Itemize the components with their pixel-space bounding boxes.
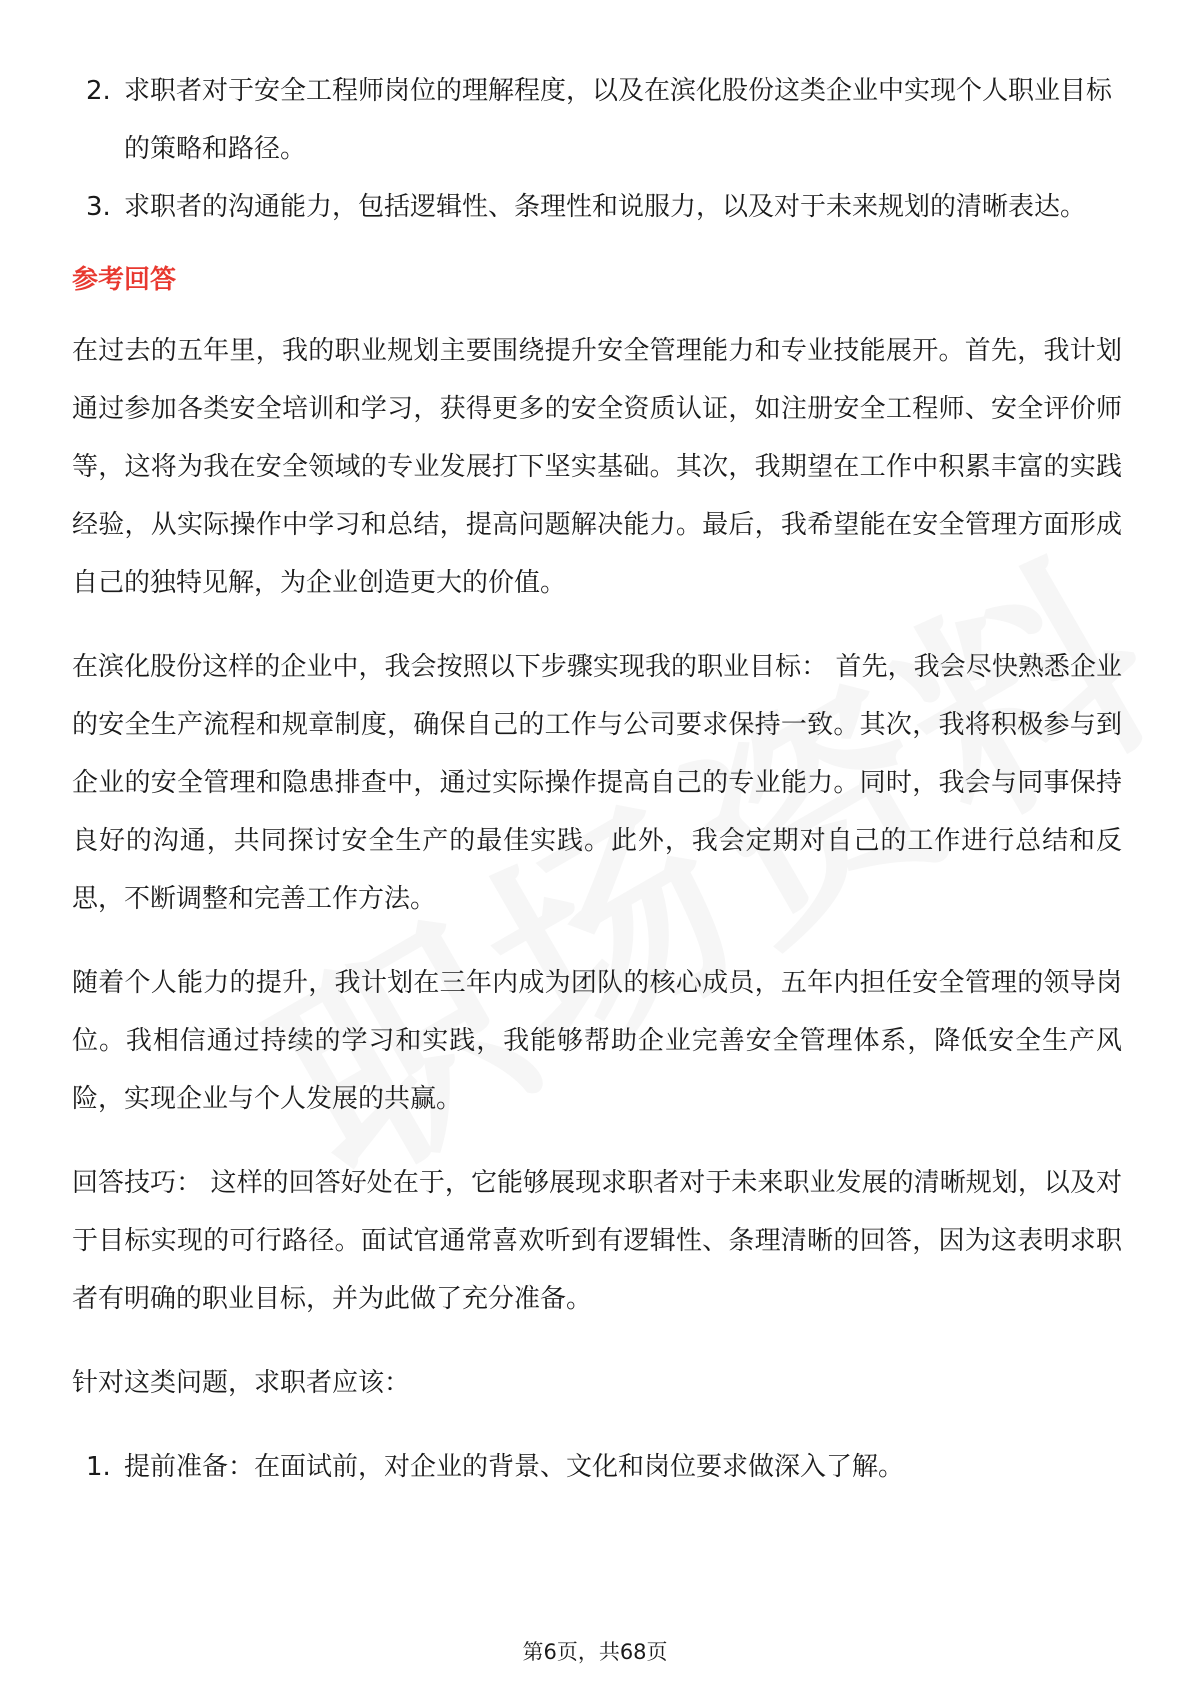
list-number: 2. [86,76,111,106]
paragraph: 针对这类问题，求职者应该： [72,1368,411,1398]
paragraph: 在过去的五年里，我的职业规划主要围绕提升安全管理能力和专业技能展开。首先，我计划通过参加各类安全培训和学习，获得更多的安全资质认证，如注册安全工程师、安全评价师等，这将为我在安全领域的专业发展打下坚实基础。其次，我期望在工作中积累丰富的实践经验，从实际操作中学习和总结，提高问题解决能力。最后，我希望能在安全管理方面形成自己的独特见解，为企业创造更大的价值。 [72,336,1122,598]
list-item [72,62,1122,178]
advice-list [72,1438,1122,1496]
document-body [72,62,1122,1496]
list-item-text: 提前准备：在面试前，对企业的背景、文化和岗位要求做深入了解。 [124,1452,905,1482]
paragraph: 回答技巧： 这样的回答好处在于，它能够展现求职者对于未来职业发展的清晰规划，以及对于目标实现的可行路径。面试官通常喜欢听到有逻辑性、条理清晰的回答，因为这表明求职者有明确的职业目标，并为此做了充分准备。 [72,1168,1122,1314]
list-item-text: 求职者对于安全工程师岗位的理解程度，以及在滨化股份这类企业中实现个人职业目标的策略和路径。 [124,76,1113,164]
paragraph: 在滨化股份这样的企业中，我会按照以下步骤实现我的职业目标： 首先，我会尽快熟悉企业的安全生产流程和规章制度，确保自己的工作与公司要求保持一致。其次，我将积极参与到企业的安全管理和隐患排查中，通过实际操作提高自己的专业能力。同时，我会与同事保持良好的沟通，共同探讨安全生产的最佳实践。此外，我会定期对自己的工作进行总结和反思，不断调整和完善工作方法。 [72,652,1122,914]
list-number: 1. [86,1452,111,1482]
question-points-list [72,62,1122,236]
page-number: 第6页，共68页 [522,1640,668,1664]
list-item-text: 求职者的沟通能力，包括逻辑性、条理性和说服力，以及对于未来规划的清晰表达。 [124,192,1087,222]
list-item [72,178,1122,236]
list-item [72,1438,1122,1496]
paragraph: 随着个人能力的提升，我计划在三年内成为团队的核心成员，五年内担任安全管理的领导岗位。我相信通过持续的学习和实践，我能够帮助企业完善安全管理体系，降低安全生产风险，实现企业与个人发展的共赢。 [72,968,1122,1114]
list-number: 3. [86,192,111,222]
section-heading: 参考回答 [72,265,177,295]
